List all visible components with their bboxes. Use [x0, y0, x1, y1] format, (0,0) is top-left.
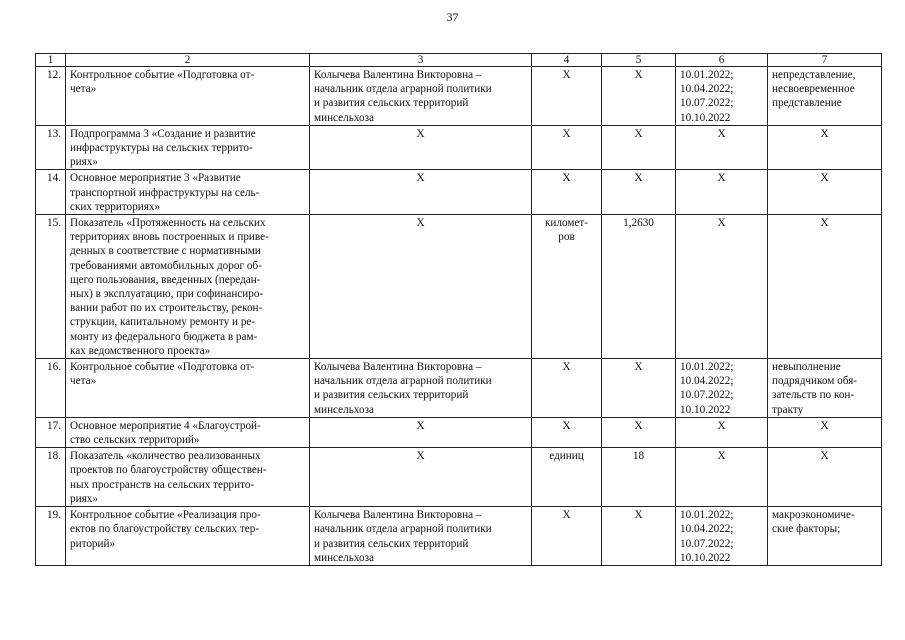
responsible-person-line: Колычева Валентина Викторовна –: [314, 361, 482, 374]
table-row: [36, 67, 882, 126]
risks-line: ские факторы;: [772, 523, 841, 536]
row-number-cell: 13.: [36, 125, 66, 170]
control-dates-line: 10.04.2022;: [680, 523, 734, 536]
column-header: 4: [532, 54, 602, 67]
event-name-line: монту из федерального бюджета в рам-: [70, 330, 258, 343]
column-number-row: [36, 54, 882, 67]
control-dates-line: 10.04.2022;: [680, 375, 734, 388]
row-number-cell: 19.: [36, 507, 66, 566]
risks-line: несвоевременное: [772, 83, 855, 96]
control-dates-line: X: [717, 172, 726, 185]
event-name-line: транспортной инфраструктуры на сель-: [70, 186, 260, 199]
responsible-person-line: минсельхоза: [314, 551, 374, 564]
event-name-cell: [66, 359, 310, 418]
responsible-person-line: и развития сельских территорий: [314, 389, 469, 402]
target-value-cell: [602, 417, 676, 447]
table-row: [36, 359, 882, 418]
table-row: [36, 417, 882, 447]
risks-line: тракту: [772, 403, 804, 416]
control-dates-line: 10.07.2022;: [680, 97, 734, 110]
responsible-person-line: и развития сельских территорий: [314, 537, 469, 550]
responsible-person-cell: [310, 67, 532, 126]
target-value-cell: [602, 215, 676, 359]
event-name-line: риях»: [70, 156, 98, 169]
column-header: 6: [676, 54, 768, 67]
responsible-person-cell: [310, 359, 532, 418]
event-name-line: Подпрограмма 3 «Создание и развитие: [70, 127, 256, 140]
unit-of-measure-line: X: [562, 419, 571, 432]
event-name-line: Контрольное событие «Подготовка от-: [70, 69, 255, 81]
unit-of-measure-cell: [532, 67, 602, 126]
unit-of-measure-line: X: [562, 127, 571, 140]
target-value-line: X: [634, 172, 643, 185]
unit-of-measure-line: километ-: [544, 217, 589, 230]
event-name-cell: [66, 448, 310, 507]
risks-line: X: [820, 217, 829, 230]
event-name-line: территориях вновь построенных и приве-: [70, 231, 269, 244]
risks-line: макроэкономиче-: [772, 509, 855, 522]
event-name-line: ных) в эксплуатацию, при софинансиро-: [70, 288, 264, 301]
unit-of-measure-line: ров: [558, 231, 575, 244]
responsible-person-line: Колычева Валентина Викторовна –: [314, 509, 482, 522]
responsible-person-line: начальник отдела аграрной политики: [314, 523, 492, 536]
risks-cell: [768, 507, 882, 566]
target-value-line: X: [634, 127, 643, 140]
event-name-line: ных пространств на сельских террито-: [70, 478, 255, 491]
table-row: [36, 507, 882, 566]
control-dates-line: X: [717, 419, 726, 432]
responsible-person-line: X: [416, 172, 425, 185]
row-number-cell: 15.: [36, 215, 66, 359]
responsible-person-line: X: [416, 419, 425, 432]
column-header: 5: [602, 54, 676, 67]
risks-line: зательств по кон-: [772, 389, 855, 402]
event-name-line: щего пользования, введенных (передан-: [70, 273, 261, 286]
target-value-line: X: [634, 69, 643, 81]
risks-line: невыполнение: [772, 361, 841, 374]
column-header: 2: [66, 54, 310, 67]
target-value-cell: [602, 359, 676, 418]
target-value-line: 1,2630: [623, 217, 654, 230]
responsible-person-cell: [310, 417, 532, 447]
control-dates-line: 10.01.2022;: [680, 69, 734, 81]
unit-of-measure-cell: [532, 448, 602, 507]
event-name-cell: [66, 507, 310, 566]
risks-line: X: [820, 450, 829, 463]
unit-of-measure-line: единиц: [549, 450, 584, 463]
event-name-line: Основное мероприятие 3 «Развитие: [70, 172, 241, 185]
responsible-person-cell: [310, 507, 532, 566]
responsible-person-line: X: [416, 217, 425, 230]
table-body: [36, 67, 882, 566]
risks-cell: [768, 215, 882, 359]
event-name-line: чета»: [70, 83, 97, 96]
event-name-line: риторий»: [70, 537, 116, 550]
risks-cell: [768, 170, 882, 215]
responsible-person-cell: [310, 215, 532, 359]
column-header: 3: [310, 54, 532, 67]
control-dates-cell: [676, 417, 768, 447]
target-value-line: X: [634, 419, 643, 432]
event-name-line: ках ведомственного проекта»: [70, 344, 211, 357]
unit-of-measure-cell: [532, 359, 602, 418]
responsible-person-line: X: [416, 450, 425, 463]
control-dates-line: 10.01.2022;: [680, 509, 734, 522]
control-dates-cell: [676, 67, 768, 126]
event-name-cell: [66, 125, 310, 170]
column-header: 1: [36, 54, 66, 67]
target-value-line: X: [634, 361, 643, 374]
event-name-cell: [66, 170, 310, 215]
row-number-cell: 12.: [36, 67, 66, 126]
event-name-line: требованиями автомобильных дорог об-: [70, 259, 262, 272]
control-dates-cell: [676, 359, 768, 418]
unit-of-measure-cell: [532, 170, 602, 215]
control-dates-line: 10.10.2022: [680, 403, 731, 416]
event-name-cell: [66, 215, 310, 359]
risks-cell: [768, 359, 882, 418]
risks-line: X: [820, 419, 829, 432]
unit-of-measure-cell: [532, 507, 602, 566]
responsible-person-cell: [310, 125, 532, 170]
responsible-person-line: X: [416, 127, 425, 140]
control-dates-line: X: [717, 217, 726, 230]
risks-cell: [768, 417, 882, 447]
event-name-line: инфраструктуры на сельских террито-: [70, 142, 253, 155]
control-dates-cell: [676, 170, 768, 215]
responsible-person-line: минсельхоза: [314, 403, 374, 416]
control-dates-line: 10.10.2022: [680, 551, 731, 564]
risks-cell: [768, 67, 882, 126]
control-dates-line: 10.07.2022;: [680, 389, 734, 402]
control-dates-line: 10.07.2022;: [680, 537, 734, 550]
responsible-person-line: начальник отдела аграрной политики: [314, 83, 492, 96]
unit-of-measure-cell: [532, 417, 602, 447]
event-name-line: вании работ по их строительству, рекон-: [70, 302, 263, 315]
event-name-line: проектов по благоустройству обществен-: [70, 464, 267, 477]
control-dates-line: X: [717, 127, 726, 140]
unit-of-measure-line: X: [562, 69, 571, 81]
table-row: [36, 170, 882, 215]
control-dates-line: 10.10.2022: [680, 111, 731, 124]
target-value-cell: [602, 67, 676, 126]
control-dates-cell: [676, 448, 768, 507]
control-dates-line: X: [717, 450, 726, 463]
risks-line: подрядчиком обя-: [772, 375, 857, 388]
target-value-cell: [602, 507, 676, 566]
responsible-person-line: минсельхоза: [314, 111, 374, 124]
event-name-line: риях»: [70, 492, 98, 505]
event-name-line: струкции, капитальному ремонту и ре-: [70, 316, 256, 329]
control-dates-line: 10.01.2022;: [680, 361, 734, 374]
control-dates-cell: [676, 125, 768, 170]
event-name-line: ектов по благоустройству сельских тер-: [70, 523, 260, 536]
unit-of-measure-line: X: [562, 509, 571, 522]
target-value-cell: [602, 448, 676, 507]
event-name-line: чета»: [70, 375, 97, 388]
responsible-person-line: Колычева Валентина Викторовна –: [314, 69, 482, 81]
row-number-cell: 17.: [36, 417, 66, 447]
event-name-line: денных в соответствие с нормативными: [70, 245, 261, 258]
control-dates-cell: [676, 507, 768, 566]
target-value-line: X: [634, 509, 643, 522]
risks-line: представление: [772, 97, 842, 110]
events-table: [35, 53, 882, 566]
page-number: 37: [446, 10, 459, 24]
event-name-line: Контрольное событие «Реализация про-: [70, 509, 261, 522]
table-row: [36, 125, 882, 170]
responsible-person-cell: [310, 448, 532, 507]
event-name-cell: [66, 67, 310, 126]
control-dates-cell: [676, 215, 768, 359]
target-value-cell: [602, 170, 676, 215]
responsible-person-line: начальник отдела аграрной политики: [314, 375, 492, 388]
column-header: 7: [768, 54, 882, 67]
responsible-person-line: и развития сельских территорий: [314, 97, 469, 110]
unit-of-measure-cell: [532, 215, 602, 359]
risks-cell: [768, 125, 882, 170]
row-number-cell: 18.: [36, 448, 66, 507]
unit-of-measure-line: X: [562, 172, 571, 185]
responsible-person-cell: [310, 170, 532, 215]
unit-of-measure-cell: [532, 125, 602, 170]
risks-line: X: [820, 127, 829, 140]
table-row: [36, 448, 882, 507]
event-name-line: ских территориях»: [70, 200, 161, 213]
row-number-cell: 16.: [36, 359, 66, 418]
event-name-line: ство сельских территорий»: [70, 434, 200, 447]
event-name-line: Основное мероприятие 4 «Благоустрой-: [70, 419, 261, 432]
control-dates-line: 10.04.2022;: [680, 83, 734, 96]
risks-line: X: [820, 172, 829, 185]
unit-of-measure-line: X: [562, 361, 571, 374]
event-name-cell: [66, 417, 310, 447]
row-number-cell: 14.: [36, 170, 66, 215]
target-value-line: 18: [632, 450, 645, 463]
target-value-cell: [602, 125, 676, 170]
event-name-line: Контрольное событие «Подготовка от-: [70, 361, 255, 374]
risks-line: непредставление,: [772, 69, 856, 81]
event-name-line: Показатель «количество реализованных: [70, 450, 261, 463]
event-name-line: Показатель «Протяженность на сельских: [70, 217, 266, 230]
table-row: [36, 215, 882, 359]
risks-cell: [768, 448, 882, 507]
